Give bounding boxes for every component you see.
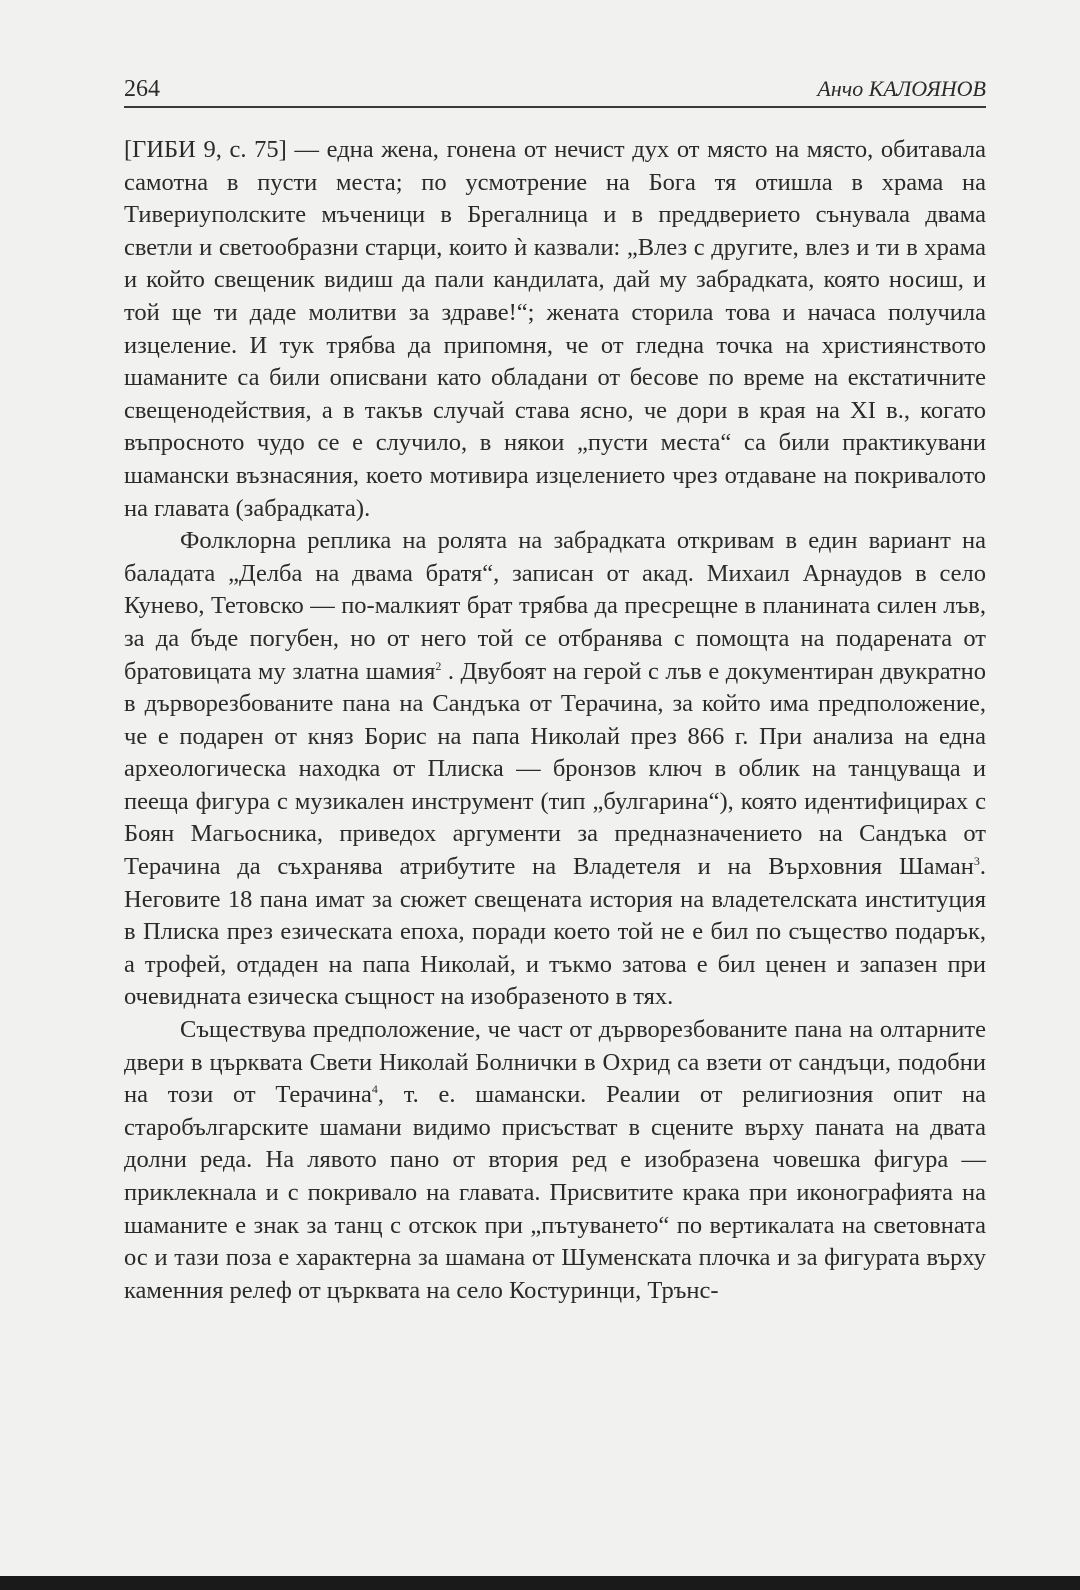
- paragraph-3: [124, 1014, 986, 1307]
- paragraph-2: [124, 525, 986, 1014]
- footnote-ref-3: 3: [973, 854, 980, 869]
- paragraph-3-text-b: , т. е. шамански. Реалии от религиозния опит на старобългарските шамани видимо присъстват в сцените върху паната на двата долни реда. На лявото пано от втория ред е изобразена човешка фигура — приклекнала и с покривало на главата. Присвитите крака при иконографията на шаманите е знак за танц с отскок при „пътуването“ по вертикалата на световната ос и тази поза е характерна за шамана от Шуменската плочка и за фигурата върху каменния релеф от църквата на село Костуринци, Трънс-: [124, 1081, 986, 1304]
- paragraph-1-text: [ГИБИ 9, с. 75] — една жена, гонена от нечист дух от място на място, обитавала самотна в пусти места; по усмотрение на Бога тя отишла в храма на Тивериуполските мъченици в Брегалница и в преддверието сънувала двама светли и светообразни старци, които ѝ казвали: „Влез с другите, влез и ти в храма и който свещеник видиш да пали кандилата, дай му забрадката, която носиш, и той ще ти даде молитви за здраве!“; жената сторила това и начаса получила изцеление. И тук трябва да припомня, че от гледна точка на християнството шаманите са били описвани като обладани от бесове по време на екстатичните свещенодействия, а в такъв случай става ясно, че дори в края на XI в., когато въпросното чудо се е случило, в някои „пусти места“ са били практикувани шамански възнасяния, което мотивира изцелението чрез отдаване на покривалото на главата (забрадката).: [124, 136, 986, 522]
- header-rule: [124, 106, 986, 108]
- footnote-ref-2: 2: [435, 658, 442, 673]
- body-text: [124, 134, 986, 1307]
- paragraph-2-text-c: . Неговите 18 пана имат за сюжет свещената история на владетелската институция в Плиска през езическата епоха, поради което той не е бил по същество подарък, а трофей, отдаден на папа Николай, и тъкмо затова е бил ценен и запазен при очевидната езическа същност на изобразеното в тях.: [124, 853, 986, 1011]
- running-header: [124, 74, 986, 104]
- paragraph-2-text-a: Фолклорна реплика на ролята на забрадката откривам в един вариант на баладата „Делба на двама братя“, записан от акад. Михаил Арнаудов в село Кунево, Тетовско — по-малкият брат трябва да пресрещне в планината силен лъв, за да бъде погубен, но от него той се отбранява с помощта на подарената от братовицата му златна шамия: [124, 527, 986, 685]
- author-name: Анчо КАЛОЯНОВ: [817, 76, 986, 101]
- paragraph-3-text-a: Съществува предположение, че част от дърворезбованите пана на олтарните двери в църквата Свети Николай Болнички в Охрид са взети от сандъци, подобни на този от Терачина: [124, 1016, 986, 1109]
- scan-bottom-edge: [0, 1576, 1080, 1590]
- page-number: 264: [124, 76, 160, 102]
- paragraph-2-text-b: . Двубоят на герой с лъв е документиран двукратно в дърворезбованите пана на Сандъка от Терачина, за който има предположение, че е подарен от княз Борис на папа Николай през 866 г. При анализа на една археологическа находка от Плиска — бронзов ключ в облик на танцуваща и пееща фигура с музикален инструмент (тип „булгарина“), която идентифицирах с Боян Магьосника, приведох аргументи за предназначението на Сандъка от Терачина да съхранява атрибутите на Владетеля и на Върховния Шаман: [124, 657, 986, 881]
- footnote-ref-4: 4: [371, 1082, 378, 1097]
- paragraph-1: [124, 134, 986, 525]
